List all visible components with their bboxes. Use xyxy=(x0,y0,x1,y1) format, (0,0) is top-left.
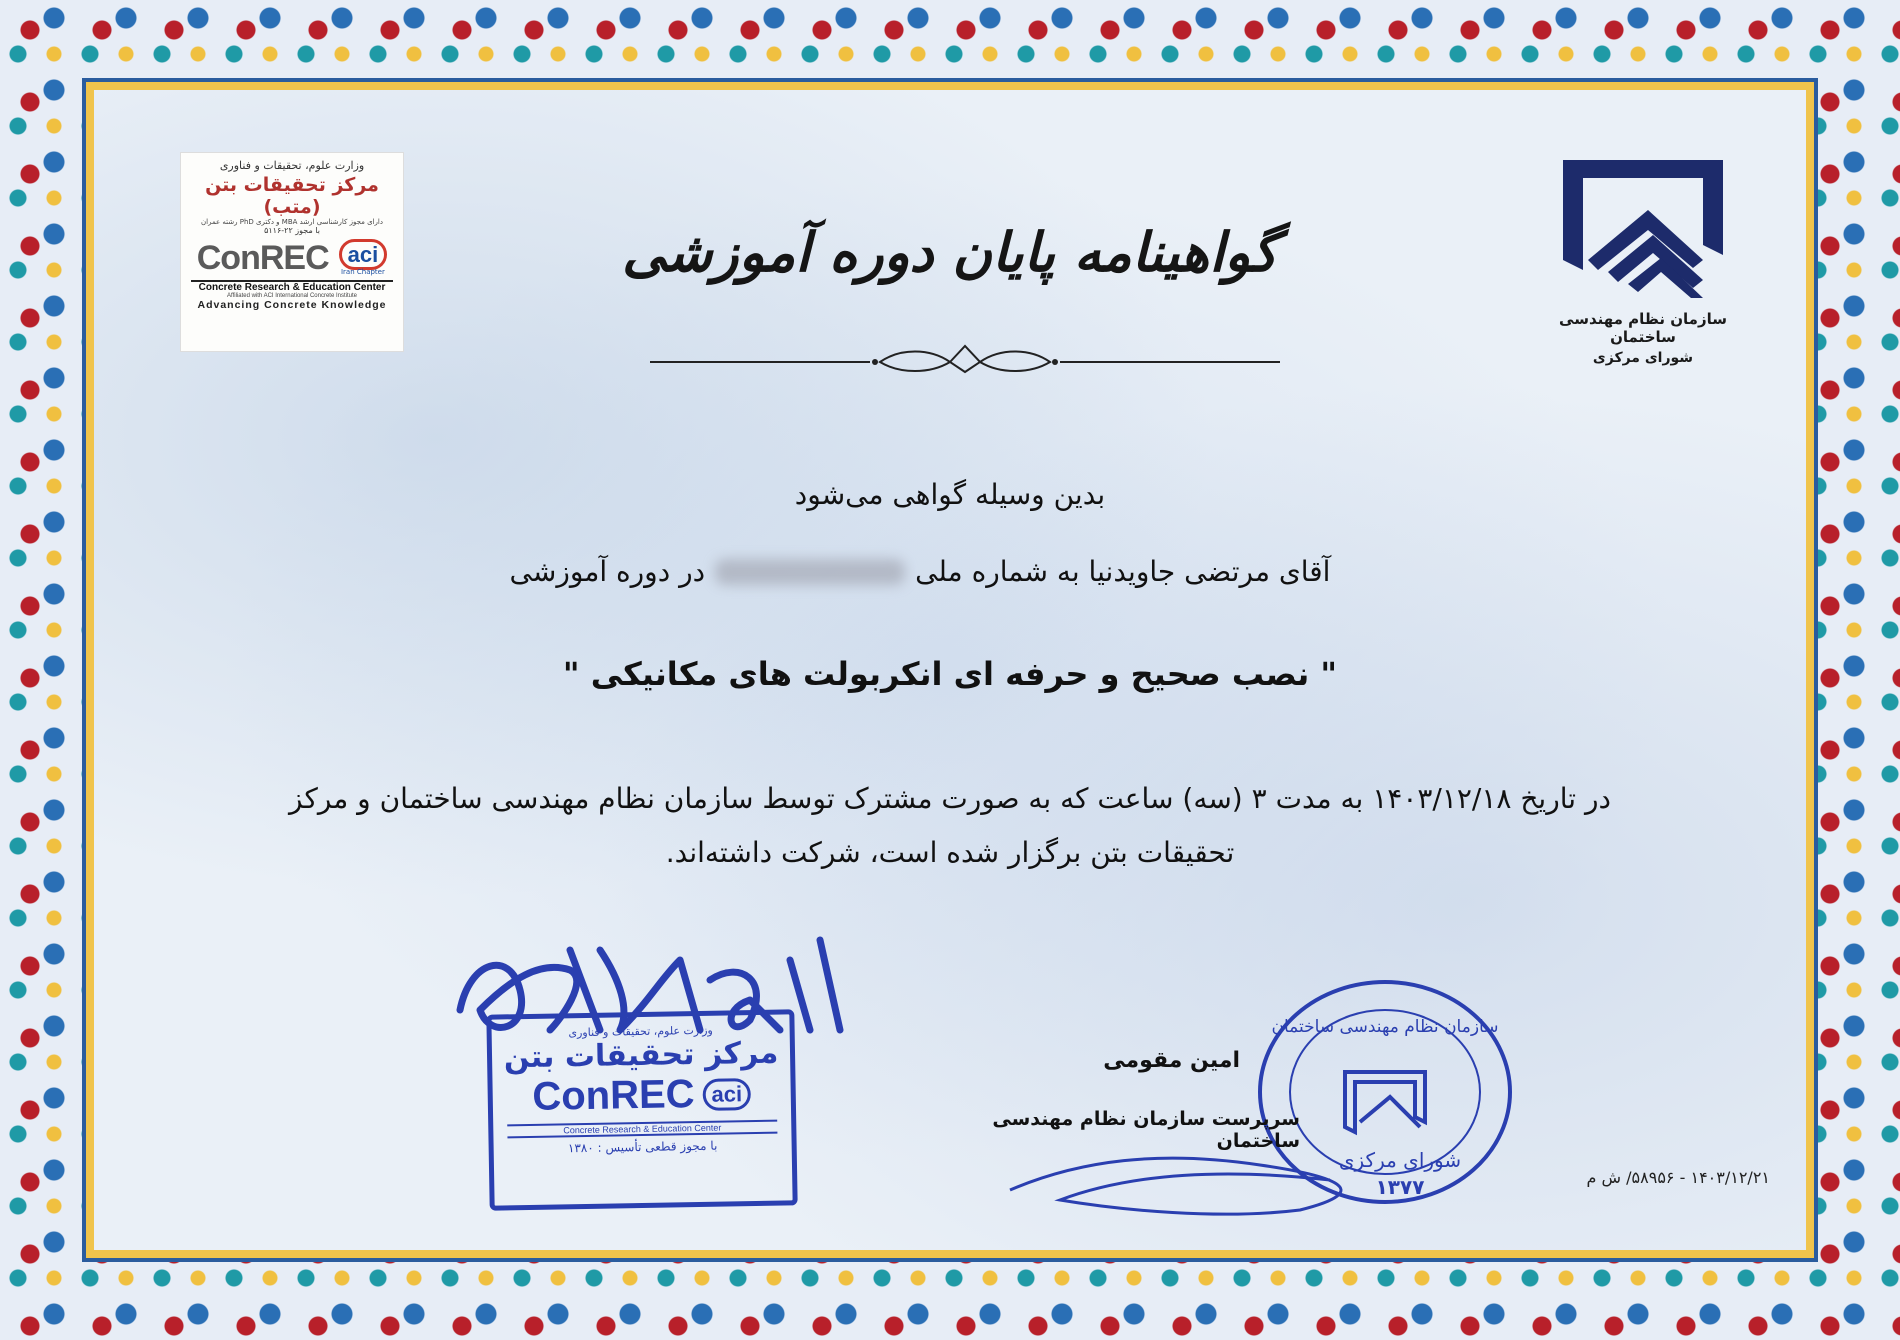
stamp-en-name: Concrete Research & Education Center xyxy=(507,1120,777,1139)
org-council: شورای مرکزی xyxy=(1592,350,1694,366)
logo-en-slogan: Advancing Concrete Knowledge xyxy=(197,299,387,311)
org-name: سازمان نظام مهندسی ساختمان xyxy=(1559,310,1727,346)
certify-line: بدین وسیله گواهی می‌شود xyxy=(794,478,1106,511)
signer-title: سرپرست سازمان نظام مهندسی ساختمان xyxy=(992,1108,1300,1152)
round-stamp-ring-text: سازمان نظام مهندسی ساختمان xyxy=(1271,1017,1499,1037)
concrete-center-stamp xyxy=(486,1009,797,1210)
logo-en-affiliation: Affiliated with ACI International Concrete Institute xyxy=(227,293,357,299)
certificate-reference: ۱۴۰۳/۱۲/۲۱ - ۵۸۹۵۶/ ش م xyxy=(1586,1168,1770,1187)
certificate-title: گواهینامه پایان دوره آموزشی xyxy=(622,220,1278,284)
stamp-footer: با مجوز قطعی تأسیس : ۱۳۸۰ xyxy=(567,1138,718,1156)
engineering-org-logo xyxy=(1528,150,1758,380)
logo-en-name: Concrete Research & Education Center xyxy=(191,280,393,293)
round-stamp-inner-text: شورای مرکزی xyxy=(1338,1148,1462,1172)
signer-name: امین مقومی xyxy=(1103,1048,1240,1073)
recipient-name-text: آقای مرتضی جاویدنیا به شماره ملی xyxy=(915,555,1331,588)
round-stamp-year: ۱۳۷۷ xyxy=(1375,1175,1425,1199)
aci-badge: aci xyxy=(339,239,388,270)
course-title: " نصب صحیح و حرفه ای انکربولت های مکانیکی " xyxy=(562,655,1338,693)
org-emblem-icon xyxy=(1553,150,1733,300)
redacted-national-id xyxy=(715,559,905,585)
ornamental-divider-icon xyxy=(650,340,1280,380)
logo-license-line: دارای مجوز کارشناسی ارشد MBA و دکتری PhD رشته عمران xyxy=(201,218,383,226)
aci-logo xyxy=(339,242,388,276)
conrec-wordmark: ConREC xyxy=(196,239,329,277)
stamp-ministry: وزارت علوم، تحقیقات و فناوری xyxy=(568,1023,713,1040)
course-intro-text: در دوره آموزشی xyxy=(509,555,706,588)
course-details: در تاریخ ۱۴۰۳/۱۲/۱۸ به مدت ۳ (سه) ساعت که به صورت مشترک توسط سازمان نظام مهندسی ساختمان و مرکز تحقیقات بتن برگزار شده است، شرکت داشته‌اند. xyxy=(289,782,1611,869)
logo-center-name: مرکز تحقیقات بتن (متب) xyxy=(205,174,379,218)
aci-chapter: Iran Chapter xyxy=(340,267,385,276)
recipient-line xyxy=(420,555,1420,588)
concrete-research-center-logo xyxy=(180,152,404,352)
stamp-center-name: مرکز تحقیقات بتن xyxy=(503,1035,779,1076)
stamp-brand-row xyxy=(492,1070,791,1120)
stamp-conrec: ConREC xyxy=(531,1072,695,1119)
logo-brand-row xyxy=(181,239,403,278)
logo-permit: با مجوز ۲۲-۵۱۱۶ xyxy=(264,226,320,235)
stamp-aci: aci xyxy=(702,1078,751,1111)
logo-ministry-text: وزارت علوم، تحقیقات و فناوری xyxy=(219,159,365,172)
